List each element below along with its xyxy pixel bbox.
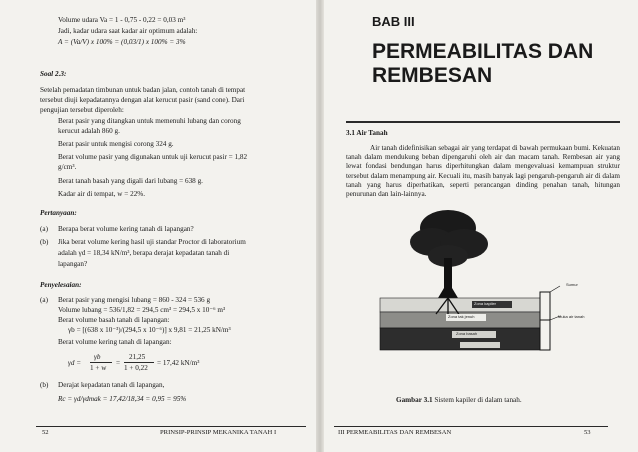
- text-line: lapangan?: [58, 260, 88, 268]
- text-line: Jika berat volume kering hasil uji standar Proctor di laboratorium: [58, 238, 246, 246]
- text-line: Jadi, kadar udara saat kadar air optimum adalah:: [58, 27, 198, 35]
- fraction-denominator: 1 + w: [90, 364, 107, 372]
- footer-rule: [334, 426, 608, 427]
- capillary-figure: [376, 202, 576, 362]
- body-paragraph: Air tanah didefinisikan sebagai air yang terdapat di bawah permukaan bumi. Kekuatan tanah dalam mendukung beban dipengaruhi oleh air dan macam tanah. Rembesan air yang lewat fondasi bendungan harus diperhitungkan dalam mengevaluasi kemampuan struktur tersebut dalam menampung air. Kecuali itu, masih banyak lagi pengaruh-pengaruh air di dalam tanah yang harus diperhatikan, seperti perancangan dinding penahan tanah, hitungan penurunan dan lain-lainnya.: [346, 144, 620, 199]
- equation-eq: =: [116, 359, 121, 367]
- caption-text: Sistem kapiler di dalam tanah.: [434, 396, 522, 404]
- text-line: Volume udara Va = 1 - 0,75 - 0,22 = 0,03 m³: [58, 16, 186, 24]
- equation-lhs: γd =: [68, 359, 82, 367]
- chapter-label: BAB III: [372, 14, 415, 29]
- equation-line: A = (Va/V) x 100% = (0,03/1) x 100% = 3%: [58, 38, 186, 46]
- text-line: Berapa berat volume kering tanah di lapangan?: [58, 225, 194, 233]
- well-icon: [540, 292, 550, 350]
- fraction-numerator: γb: [94, 353, 101, 361]
- penyelesaian-heading: Penyelesaian:: [40, 281, 82, 289]
- text-line: Berat volume basah tanah di lapangan:: [58, 316, 170, 324]
- list-tag: (a): [40, 296, 48, 304]
- chapter-title-line1: PERMEABILITAS DAN: [372, 40, 594, 63]
- zone-kapiler-layer: [380, 298, 540, 312]
- figure-caption: [396, 396, 522, 405]
- text-line: pengujian tersebut diperoleh:: [40, 106, 124, 114]
- fraction-bar: [90, 362, 112, 363]
- caption-number: Gambar 3.1: [396, 396, 433, 404]
- text-line: Derajat kepadatan tanah di lapangan,: [58, 381, 165, 389]
- fraction-numerator: 21,25: [129, 353, 146, 361]
- tree-icon: [410, 210, 488, 298]
- left-page: [0, 0, 316, 452]
- text-line: g/cm³.: [58, 163, 77, 171]
- label-sumur: Sumur: [566, 282, 578, 287]
- soal-heading: Soal 2.3:: [40, 70, 67, 78]
- equation-line: Rc = γd/γdmak = 17,42/18,34 = 0,95 = 95%: [58, 395, 187, 403]
- section-rule: [346, 121, 620, 123]
- list-tag: (b): [40, 381, 49, 389]
- footer-rule: [36, 426, 306, 427]
- label-basah: Zona basah: [456, 331, 478, 336]
- label-kapiler: Zona kapiler: [474, 301, 497, 306]
- page-number: 53: [584, 429, 591, 436]
- section-heading: 3.1 Air Tanah: [346, 129, 388, 137]
- pertanyaan-heading: Pertanyaan:: [40, 209, 77, 217]
- label-muka-air: Muka air tanah: [558, 314, 585, 319]
- text-line: Berat pasir untuk mengisi corong 324 g.: [58, 140, 174, 148]
- text-line: adalah γd = 18,34 kN/m³, berapa derajat kepadatan tanah di: [58, 249, 230, 257]
- text-line: Berat volume kering tanah di lapangan:: [58, 338, 172, 346]
- text-line: Berat tanah basah yang digali dari lubang = 638 g.: [58, 177, 203, 185]
- equation-line: γb = [(638 x 10⁻³)/(294,5 x 10⁻⁶)] x 9,81 = 21,25 kN/m³: [68, 326, 231, 334]
- fraction-bar: [124, 362, 154, 363]
- equation-result: = 17,42 kN/m³: [157, 359, 200, 367]
- chapter-title-line2: REMBESAN: [372, 64, 493, 87]
- page-number: 52: [42, 429, 49, 436]
- text-line: tersebut diuji kepadatannya dengan alat kerucut pasir (sand cone). Dari: [40, 96, 245, 104]
- running-footer: PRINSIP-PRINSIP MEKANIKA TANAH I: [160, 429, 277, 436]
- fraction-denominator: 1 + 0,22: [124, 364, 148, 372]
- text-line: Berat pasir yang ditangkan untuk memenuhi lubang dan corong: [58, 117, 241, 125]
- text-line: Setelah pemadatan timbunan untuk badan jalan, contoh tanah di tempat: [40, 86, 246, 94]
- right-page: [324, 0, 638, 452]
- list-tag: (b): [40, 238, 49, 246]
- list-tag: (a): [40, 225, 48, 233]
- text-line: Berat volume pasir yang digunakan untuk uji kerucut pasir = 1,82: [58, 153, 248, 161]
- text-line: Berat pasir yang mengisi lubang = 860 - 324 = 536 g: [58, 296, 211, 304]
- running-footer: III PERMEABILITAS DAN REMBESAN: [338, 429, 452, 436]
- text-line: Volume lubang = 536/1,82 = 294,5 cm³ = 294,5 x 10⁻⁶ m³: [58, 306, 226, 314]
- text-line: kerucut adalah 860 g.: [58, 127, 120, 135]
- book-gutter: [316, 0, 324, 452]
- text-line: Kadar air di tempat, w = 22%.: [58, 190, 146, 198]
- label-jenuh: Zona tak jenuh: [448, 314, 475, 319]
